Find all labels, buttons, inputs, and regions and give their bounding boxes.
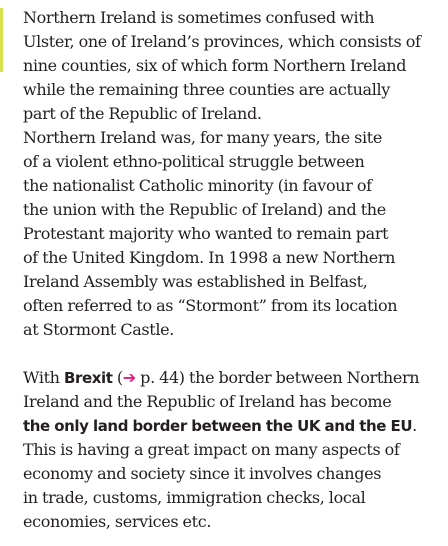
paragraph-ulster: Northern Ireland is sometimes confused with Ulster, one of Ireland’s provinces, which consists of nine counties, six of which form Northern Ireland while the remaining three counties are actually part of the Republic of Ireland. — [23, 8, 421, 123]
brexit-tail-text: . This is having a great impact on many aspects of economy and society since it involves changes in trade, customs, immigration checks, local economies, services etc. — [23, 416, 417, 531]
brexit-term: Brexit — [63, 369, 113, 387]
brexit-lead-text: With — [23, 368, 64, 387]
page-reference: p. 44) — [135, 368, 185, 387]
margin-accent-bar — [0, 8, 3, 72]
brexit-mid-text: the border between Northern Ireland and the Republic of Ireland has become — [23, 368, 420, 411]
paragraph-history: Northern Ireland was, for many years, the site of a violent ethno-political struggle between the nationalist Catholic minority (in favour of the union with the Republic of Ireland) and the Protestant majority who wanted to remain part of the United Kingdom. In 1998 a new Northern Ireland Assembly was established in Belfast, often referred to as “Stormont” from its location at Stormont Castle. — [23, 128, 398, 339]
document-body — [23, 6, 443, 534]
paragraph-brexit — [23, 366, 443, 534]
land-border-emphasis: the only land border between the UK and the EU — [23, 417, 413, 435]
arrow-icon: ➔ — [122, 368, 136, 387]
paren-open: ( — [112, 368, 123, 387]
